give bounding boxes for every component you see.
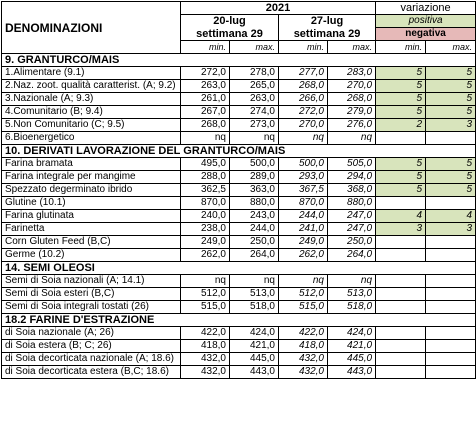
variation-min: 4 [376,210,426,223]
price-max-27lug: 368,0 [328,184,376,197]
price-min-20lug: 418,0 [181,340,230,353]
min-header: min. [376,41,426,54]
price-max-20lug: 265,0 [230,80,279,93]
price-max-20lug: 264,0 [230,249,279,262]
variation-max [426,197,476,210]
variation-min: 5 [376,184,426,197]
table-row [2,327,476,340]
table-row [2,171,476,184]
variation-max [426,327,476,340]
price-min-20lug: 870,0 [181,197,230,210]
price-max-27lug: 443,0 [328,366,376,379]
row-label: di Soia nazionale (A; 26) [2,327,181,340]
price-max-20lug: 363,0 [230,184,279,197]
max-header: max. [230,41,279,54]
table-row [2,197,476,210]
price-max-27lug: 247,0 [328,210,376,223]
variation-min: 2 [376,119,426,132]
price-min-27lug: 512,0 [279,288,328,301]
year-header: 2021 [181,2,376,15]
table-row [2,366,476,379]
date1-header: 20-lug [181,15,279,28]
price-min-20lug: 512,0 [181,288,230,301]
table-row [2,288,476,301]
date2-header: 27-lug [279,15,376,28]
variation-min: 5 [376,93,426,106]
price-min-20lug: 495,0 [181,158,230,171]
row-label: 5.Non Comunitario (C; 9.5) [2,119,181,132]
price-min-27lug: nq [279,132,328,145]
table-row [2,301,476,314]
price-min-20lug: nq [181,132,230,145]
price-max-20lug: 421,0 [230,340,279,353]
price-table [1,1,476,379]
variation-min [376,288,426,301]
variation-max: 5 [426,171,476,184]
price-max-27lug: 250,0 [328,236,376,249]
price-min-27lug: 241,0 [279,223,328,236]
variation-min [376,132,426,145]
price-max-27lug: 445,0 [328,353,376,366]
price-max-27lug: 270,0 [328,80,376,93]
price-max-27lug: 513,0 [328,288,376,301]
variation-min: 5 [376,67,426,80]
price-min-27lug: 272,0 [279,106,328,119]
variation-max: 5 [426,158,476,171]
price-min-27lug: 262,0 [279,249,328,262]
denominazioni-header: DENOMINAZIONI [2,2,181,54]
table-row [2,236,476,249]
row-label: di Soia estera (B; C; 26) [2,340,181,353]
price-max-20lug: 424,0 [230,327,279,340]
price-max-20lug: 443,0 [230,366,279,379]
table-row [2,353,476,366]
variation-min [376,275,426,288]
table-row [2,210,476,223]
section-header-row [2,314,476,327]
price-min-20lug: 432,0 [181,353,230,366]
variation-max [426,340,476,353]
table-row [2,119,476,132]
price-min-27lug: 268,0 [279,80,328,93]
variation-max [426,353,476,366]
price-max-27lug: 283,0 [328,67,376,80]
variation-min: 5 [376,106,426,119]
variation-min [376,353,426,366]
variation-min: 5 [376,80,426,93]
row-label: Glutine (10.1) [2,197,181,210]
price-min-27lug: 270,0 [279,119,328,132]
price-max-20lug: 274,0 [230,106,279,119]
price-min-27lug: 244,0 [279,210,328,223]
variation-max [426,288,476,301]
price-min-20lug: 515,0 [181,301,230,314]
variazione-header: variazione [376,2,476,15]
row-label: di Soia decorticata estera (B,C; 18.6) [2,366,181,379]
price-max-27lug: 424,0 [328,327,376,340]
price-min-27lug: 418,0 [279,340,328,353]
row-label: di Soia decorticata nazionale (A; 18.6) [2,353,181,366]
price-max-27lug: 294,0 [328,171,376,184]
price-max-20lug: 880,0 [230,197,279,210]
variation-min [376,249,426,262]
price-max-20lug: nq [230,132,279,145]
row-label: Semi di Soia esteri (B,C) [2,288,181,301]
variation-min: 3 [376,223,426,236]
max-header: max. [328,41,376,54]
variation-max [426,249,476,262]
table-row [2,106,476,119]
price-min-27lug: 422,0 [279,327,328,340]
price-max-20lug: 243,0 [230,210,279,223]
variation-min [376,366,426,379]
price-min-27lug: 249,0 [279,236,328,249]
price-max-27lug: 247,0 [328,223,376,236]
variation-max [426,275,476,288]
price-min-27lug: 500,0 [279,158,328,171]
price-max-27lug: nq [328,132,376,145]
row-label: Germe (10.2) [2,249,181,262]
price-max-20lug: 513,0 [230,288,279,301]
price-min-20lug: 238,0 [181,223,230,236]
row-label: Spezzato degerminato ibrido [2,184,181,197]
min-header: min. [279,41,328,54]
table-row [2,80,476,93]
row-label: Farina integrale per mangime [2,171,181,184]
section-header-row [2,262,476,275]
row-label: Farinetta [2,223,181,236]
variation-min [376,327,426,340]
variation-min [376,197,426,210]
variation-max [426,236,476,249]
price-max-20lug: 500,0 [230,158,279,171]
variation-min [376,301,426,314]
variation-min [376,340,426,353]
price-min-20lug: 261,0 [181,93,230,106]
variation-min [376,236,426,249]
price-max-27lug: nq [328,275,376,288]
price-min-20lug: 249,0 [181,236,230,249]
row-label: 4.Comunitario (B; 9.4) [2,106,181,119]
variation-min: 5 [376,158,426,171]
week1-header: settimana 29 [181,28,279,41]
table-body [2,54,476,379]
price-min-27lug: 293,0 [279,171,328,184]
section-header-row [2,145,476,158]
table-row [2,93,476,106]
price-min-27lug: 432,0 [279,366,328,379]
price-min-20lug: 262,0 [181,249,230,262]
variation-max: 5 [426,93,476,106]
price-min-27lug: 515,0 [279,301,328,314]
price-max-20lug: 244,0 [230,223,279,236]
price-max-20lug: 278,0 [230,67,279,80]
table-row [2,340,476,353]
price-max-27lug: 505,0 [328,158,376,171]
row-label: 6.Bioenergetico [2,132,181,145]
price-min-20lug: 272,0 [181,67,230,80]
variation-min: 5 [376,171,426,184]
price-max-27lug: 279,0 [328,106,376,119]
price-min-27lug: 870,0 [279,197,328,210]
section-title: 10. DERIVATI LAVORAZIONE DEL GRANTURCO/MAIS [2,145,476,158]
max-header: max. [426,41,476,54]
table-row [2,67,476,80]
variation-max [426,132,476,145]
week2-header: settimana 29 [279,28,376,41]
price-min-27lug: 266,0 [279,93,328,106]
variation-max: 5 [426,67,476,80]
price-max-20lug: 250,0 [230,236,279,249]
variation-max: 5 [426,184,476,197]
price-max-20lug: 445,0 [230,353,279,366]
section-header-row [2,54,476,67]
table-row [2,275,476,288]
variation-max [426,366,476,379]
row-label: 2.Naz. zoot. qualità caratterist. (A; 9.2) [2,80,181,93]
price-min-20lug: 267,0 [181,106,230,119]
row-label: 3.Nazionale (A; 9.3) [2,93,181,106]
price-max-20lug: 273,0 [230,119,279,132]
price-min-20lug: 263,0 [181,80,230,93]
price-min-20lug: 268,0 [181,119,230,132]
price-min-20lug: nq [181,275,230,288]
price-max-27lug: 268,0 [328,93,376,106]
min-header: min. [181,41,230,54]
price-max-27lug: 880,0 [328,197,376,210]
variation-max: 5 [426,106,476,119]
price-min-20lug: 362,5 [181,184,230,197]
price-min-20lug: 240,0 [181,210,230,223]
price-max-20lug: 289,0 [230,171,279,184]
price-max-27lug: 276,0 [328,119,376,132]
table-row [2,132,476,145]
variation-max: 3 [426,119,476,132]
section-title: 9. GRANTURCO/MAIS [2,54,476,67]
table-row [2,158,476,171]
price-min-20lug: 288,0 [181,171,230,184]
price-table-sheet [1,1,475,379]
variation-max [426,301,476,314]
price-max-20lug: 518,0 [230,301,279,314]
price-max-27lug: 518,0 [328,301,376,314]
variation-max: 3 [426,223,476,236]
row-label: Semi di Soia integrali tostati (26) [2,301,181,314]
negativa-badge: negativa [376,28,476,41]
price-max-20lug: nq [230,275,279,288]
row-label: Semi di Soia nazionali (A; 14.1) [2,275,181,288]
variation-max: 4 [426,210,476,223]
row-label: Corn Gluten Feed (B,C) [2,236,181,249]
section-title: 14. SEMI OLEOSI [2,262,476,275]
section-title: 18.2 FARINE D'ESTRAZIONE [2,314,476,327]
price-min-27lug: nq [279,275,328,288]
price-min-27lug: 432,0 [279,353,328,366]
row-label: 1.Alimentare (9.1) [2,67,181,80]
variation-max: 5 [426,80,476,93]
price-min-27lug: 277,0 [279,67,328,80]
price-max-27lug: 264,0 [328,249,376,262]
positiva-badge: positiva [376,15,476,28]
table-row [2,249,476,262]
price-max-20lug: 263,0 [230,93,279,106]
price-min-20lug: 432,0 [181,366,230,379]
row-label: Farina glutinata [2,210,181,223]
table-row [2,184,476,197]
price-max-27lug: 421,0 [328,340,376,353]
row-label: Farina bramata [2,158,181,171]
price-min-20lug: 422,0 [181,327,230,340]
price-min-27lug: 367,5 [279,184,328,197]
table-row [2,223,476,236]
